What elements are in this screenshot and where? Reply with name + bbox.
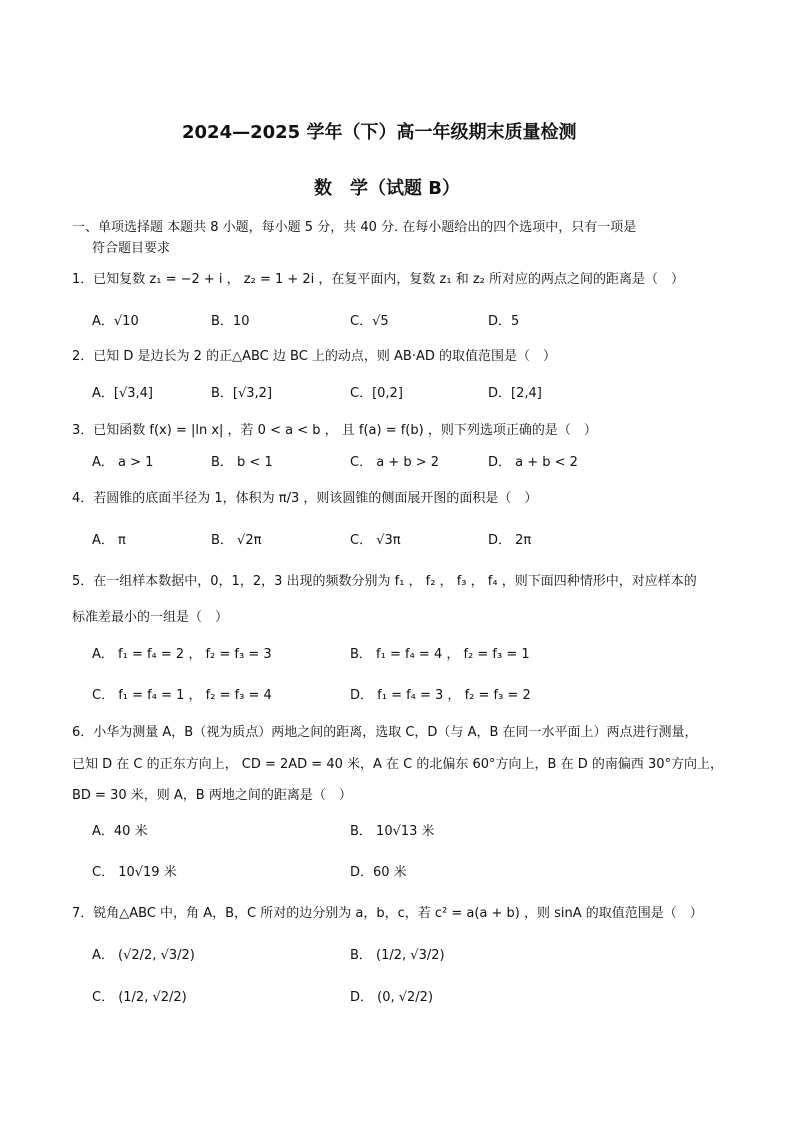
exam-subtitle: 数 学（试题 B） xyxy=(314,178,460,199)
question-6-stem-cont-2: BD = 30 米，则 A，B 两地之间的距离是（ ） xyxy=(72,788,352,803)
question-3-option-b: B． b < 1 xyxy=(211,455,273,470)
question-3-option-d: D． a + b < 2 xyxy=(488,455,578,470)
question-3-stem: 3．已知函数 f(x) = |ln x| ，若 0 < a < b ， 且 f(a) = f(b) ，则下列选项正确的是（ ） xyxy=(72,423,597,438)
question-1-option-b: B．10 xyxy=(211,314,250,329)
question-4-option-b: B． √2π xyxy=(211,533,262,548)
question-1-option-d: D．5 xyxy=(488,314,520,329)
question-5-option-d: D． f₁ = f₄ = 3 ， f₂ = f₃ = 2 xyxy=(350,688,531,703)
question-5-option-c: C． f₁ = f₄ = 1 ， f₂ = f₃ = 4 xyxy=(92,688,272,703)
question-7-option-c: C． (1/2, √2/2) xyxy=(92,990,187,1005)
question-1-option-a: A．√10 xyxy=(92,314,139,329)
question-2-option-a: A．[√3,4] xyxy=(92,386,153,401)
section-instructions: 一、单项选择题 本题共 8 小题，每小题 5 分，共 40 分. 在每小题给出的四个选项中，只有一项是 xyxy=(72,220,637,235)
question-3-option-c: C． a + b > 2 xyxy=(350,455,440,470)
question-1-stem: 1．已知复数 z₁ = −2 + i ， z₂ = 1 + 2i ，在复平面内，复数 z₁ 和 z₂ 所对应的两点之间的距离是（ ） xyxy=(72,272,685,287)
exam-title: 2024—2025 学年（下）高一年级期末质量检测 xyxy=(182,122,577,143)
question-1-option-c: C．√5 xyxy=(350,314,389,329)
question-6-stem: 6．小华为测量 A，B（视为质点）两地之间的距离，选取 C，D（与 A，B 在同一水平面上）两点进行测量， xyxy=(72,725,698,740)
question-6-option-d: D．60 米 xyxy=(350,865,407,880)
question-5-option-a: A． f₁ = f₄ = 2 ， f₂ = f₃ = 3 xyxy=(92,647,272,662)
question-7-stem: 7．锐角△ABC 中，角 A，B，C 所对的边分别为 a，b，c，若 c² = a(a + b) ，则 sinA 的取值范围是（ ） xyxy=(72,906,703,921)
question-4-stem: 4．若圆锥的底面半径为 1，体积为 π/3 ，则该圆锥的侧面展开图的面积是（ ） xyxy=(72,491,538,506)
question-5-stem-cont: 标准差最小的一组是（ ） xyxy=(72,610,229,625)
question-2-option-b: B．[√3,2] xyxy=(211,386,273,401)
question-7-option-b: B． (1/2, √3/2) xyxy=(350,948,445,963)
question-5-option-b: B． f₁ = f₄ = 4 ， f₂ = f₃ = 1 xyxy=(350,647,530,662)
question-6-option-c: C． 10√19 米 xyxy=(92,865,177,880)
question-6-option-a: A．40 米 xyxy=(92,824,148,839)
question-7-option-a: A． (√2/2, √3/2) xyxy=(92,948,195,963)
question-6-option-b: B． 10√13 米 xyxy=(350,824,435,839)
question-2-option-d: D．[2,4] xyxy=(488,386,542,401)
question-2-option-c: C．[0,2] xyxy=(350,386,403,401)
question-4-option-c: C． √3π xyxy=(350,533,401,548)
question-3-option-a: A． a > 1 xyxy=(92,455,154,470)
question-4-option-d: D． 2π xyxy=(488,533,532,548)
section-instructions-cont: 符合题目要求 xyxy=(92,241,171,256)
question-4-option-a: A． π xyxy=(92,533,126,548)
question-2-stem: 2．已知 D 是边长为 2 的正△ABC 边 BC 上的动点，则 AB·AD 的取值范围是（ ） xyxy=(72,349,557,364)
question-5-stem: 5．在一组样本数据中，0，1，2，3 出现的频数分别为 f₁ ， f₂ ， f₃ ， f₄ ，则下面四种情形中，对应样本的 xyxy=(72,574,697,589)
question-6-stem-cont-1: 已知 D 在 C 的正东方向上， CD = 2AD = 40 米，A 在 C 的北偏东 60°方向上，B 在 D 的南偏西 30°方向上， xyxy=(72,757,724,772)
question-7-option-d: D． (0, √2/2) xyxy=(350,990,434,1005)
